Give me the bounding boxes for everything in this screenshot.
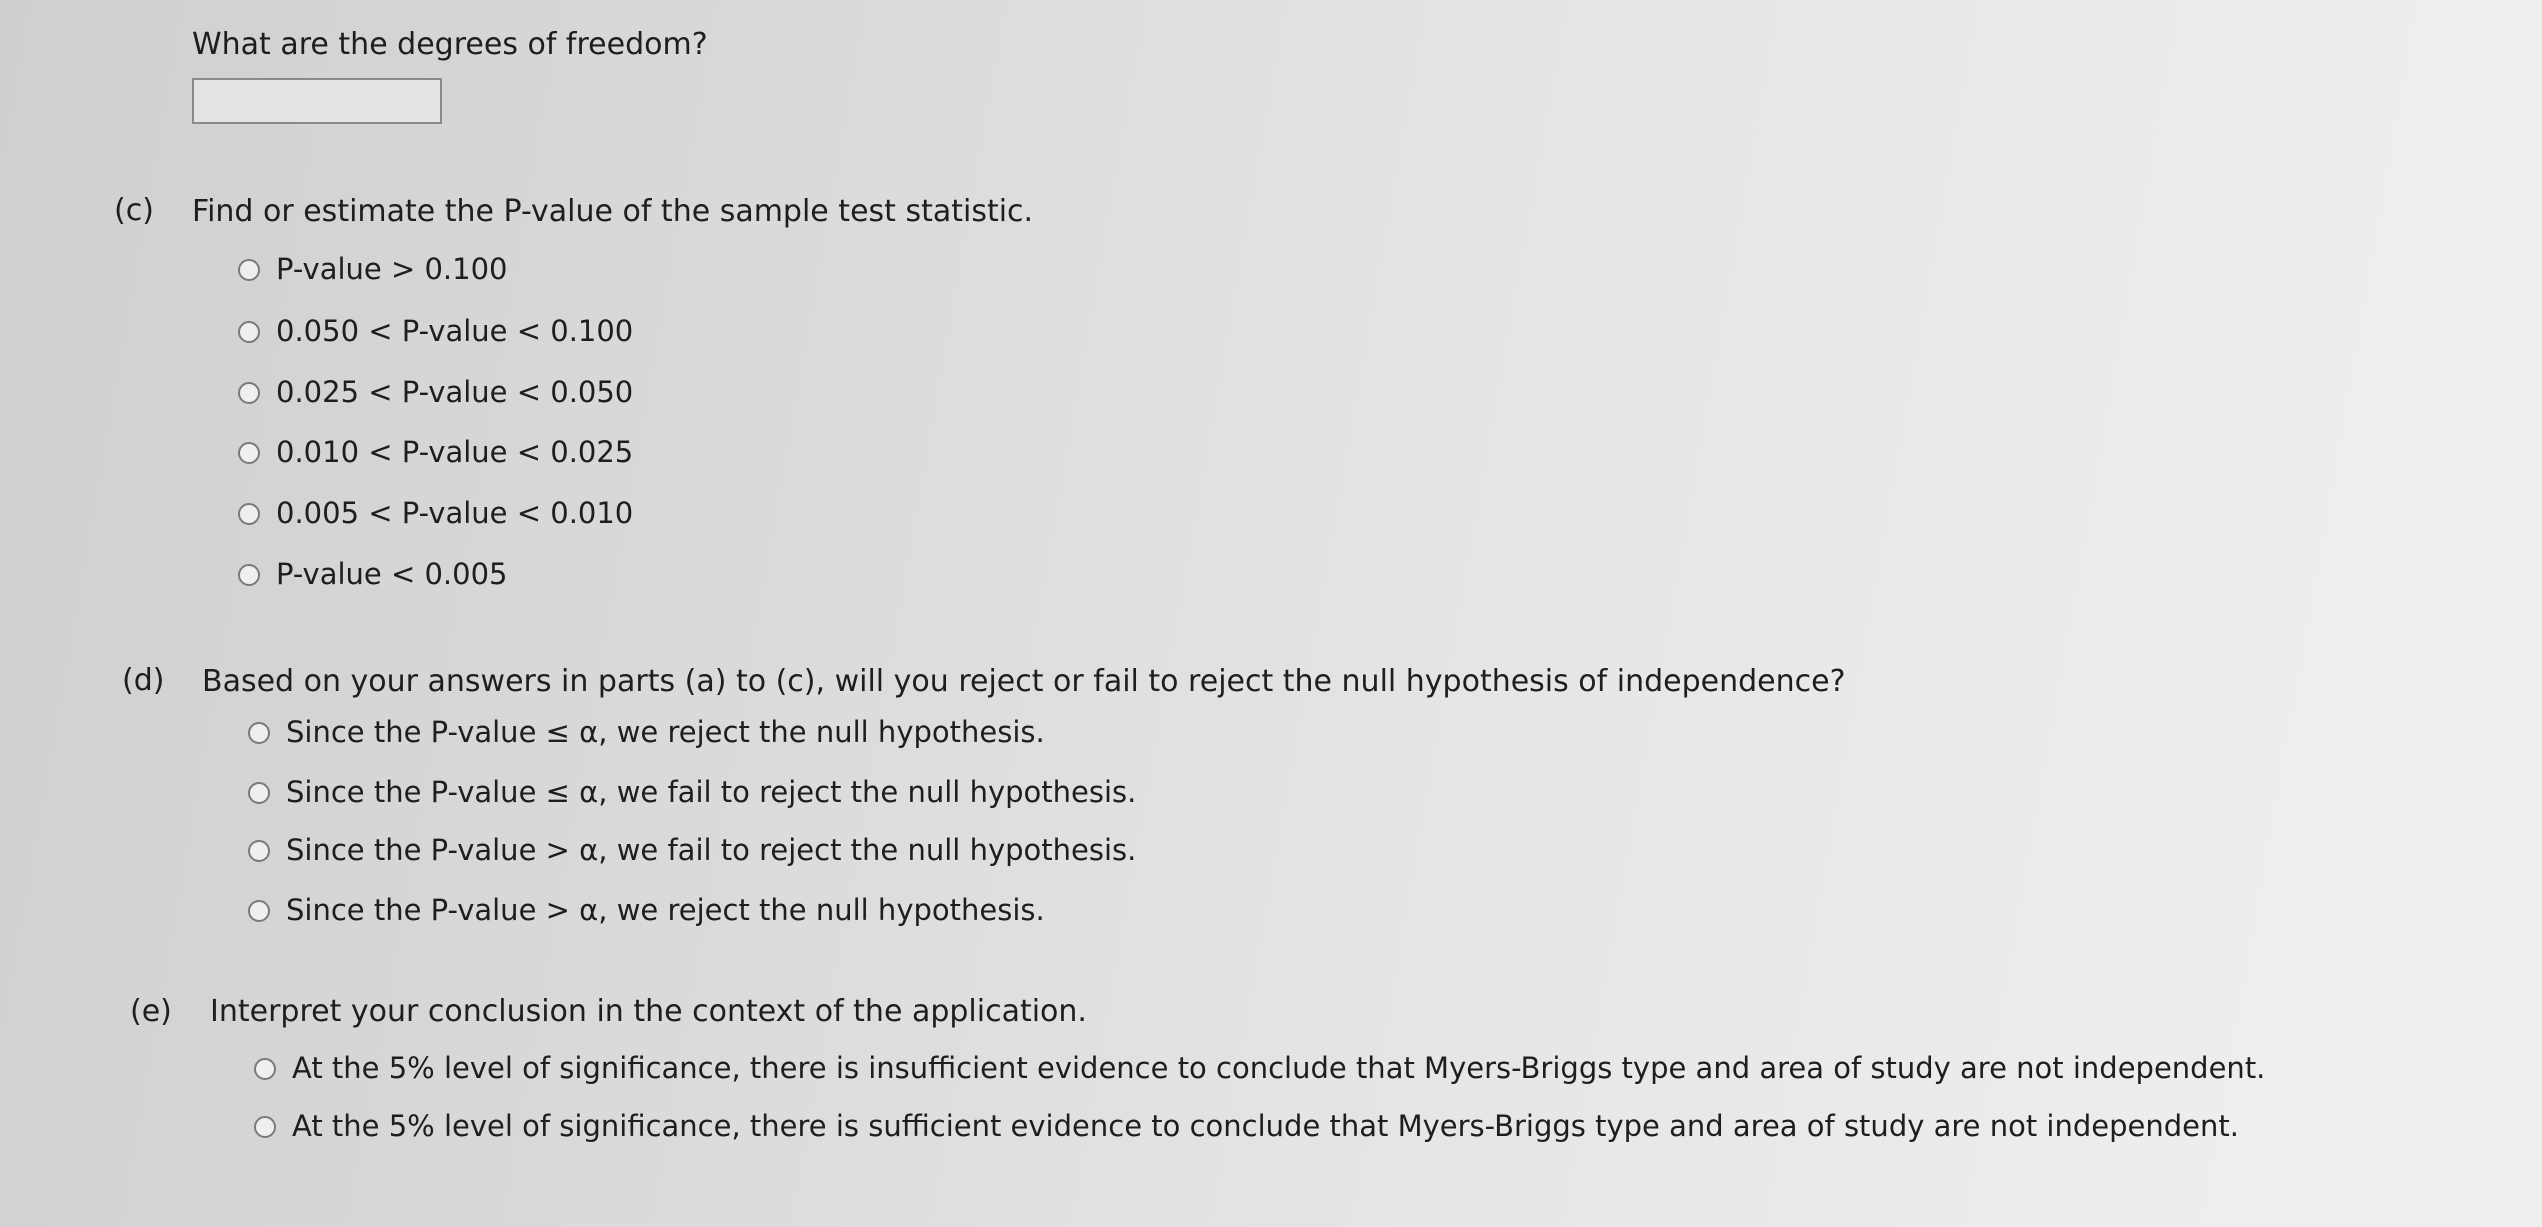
radio-button-icon[interactable] xyxy=(238,442,260,464)
part-d-option-4[interactable] xyxy=(248,893,1045,927)
radio-button-icon[interactable] xyxy=(254,1058,276,1080)
part-d-option-1[interactable] xyxy=(248,715,1045,749)
radio-button-icon[interactable] xyxy=(238,321,260,343)
option-label: Since the P-value > α, we fail to reject the null hypothesis. xyxy=(286,833,1137,867)
option-label: 0.025 < P-value < 0.050 xyxy=(276,375,634,409)
option-label: 0.050 < P-value < 0.100 xyxy=(276,314,634,348)
option-label: Since the P-value ≤ α, we fail to reject the null hypothesis. xyxy=(286,775,1137,809)
radio-button-icon[interactable] xyxy=(238,503,260,525)
part-d-question: Based on your answers in parts (a) to (c), will you reject or fail to reject the null hypothesis of independence? xyxy=(202,664,1846,699)
part-c-option-6[interactable] xyxy=(238,557,508,591)
degrees-of-freedom-question: What are the degrees of freedom? xyxy=(192,27,708,62)
option-label: At the 5% level of significance, there is insufficient evidence to conclude that Myers-Briggs type and area of study are not independent. xyxy=(292,1051,2266,1085)
radio-button-icon[interactable] xyxy=(248,722,270,744)
radio-button-icon[interactable] xyxy=(238,382,260,404)
part-e-option-2[interactable] xyxy=(254,1109,2239,1143)
part-d-letter: (d) xyxy=(122,663,165,698)
option-label: 0.005 < P-value < 0.010 xyxy=(276,496,634,530)
part-e-option-1[interactable] xyxy=(254,1051,2266,1085)
part-c-option-4[interactable] xyxy=(238,435,634,469)
part-c-option-2[interactable] xyxy=(238,314,634,348)
option-label: At the 5% level of significance, there is sufficient evidence to conclude that Myers-Briggs type and area of study are not independent. xyxy=(292,1109,2239,1143)
part-d-option-3[interactable] xyxy=(248,833,1137,867)
part-c-letter: (c) xyxy=(114,193,154,228)
radio-button-icon[interactable] xyxy=(248,900,270,922)
radio-button-icon[interactable] xyxy=(238,564,260,586)
option-label: P-value > 0.100 xyxy=(276,252,508,286)
part-e-letter: (e) xyxy=(130,994,172,1029)
radio-button-icon[interactable] xyxy=(254,1116,276,1138)
part-c-option-3[interactable] xyxy=(238,375,634,409)
radio-button-icon[interactable] xyxy=(248,840,270,862)
option-label: Since the P-value > α, we reject the null hypothesis. xyxy=(286,893,1045,927)
part-c-option-5[interactable] xyxy=(238,496,634,530)
degrees-of-freedom-input[interactable] xyxy=(192,78,442,124)
radio-button-icon[interactable] xyxy=(238,259,260,281)
part-d-option-2[interactable] xyxy=(248,775,1137,809)
part-e-question: Interpret your conclusion in the context of the application. xyxy=(210,994,1087,1029)
option-label: P-value < 0.005 xyxy=(276,557,508,591)
radio-button-icon[interactable] xyxy=(248,782,270,804)
part-c-option-1[interactable] xyxy=(238,252,508,286)
option-label: 0.010 < P-value < 0.025 xyxy=(276,435,634,469)
part-c-question: Find or estimate the P-value of the sample test statistic. xyxy=(192,194,1034,229)
option-label: Since the P-value ≤ α, we reject the null hypothesis. xyxy=(286,715,1045,749)
